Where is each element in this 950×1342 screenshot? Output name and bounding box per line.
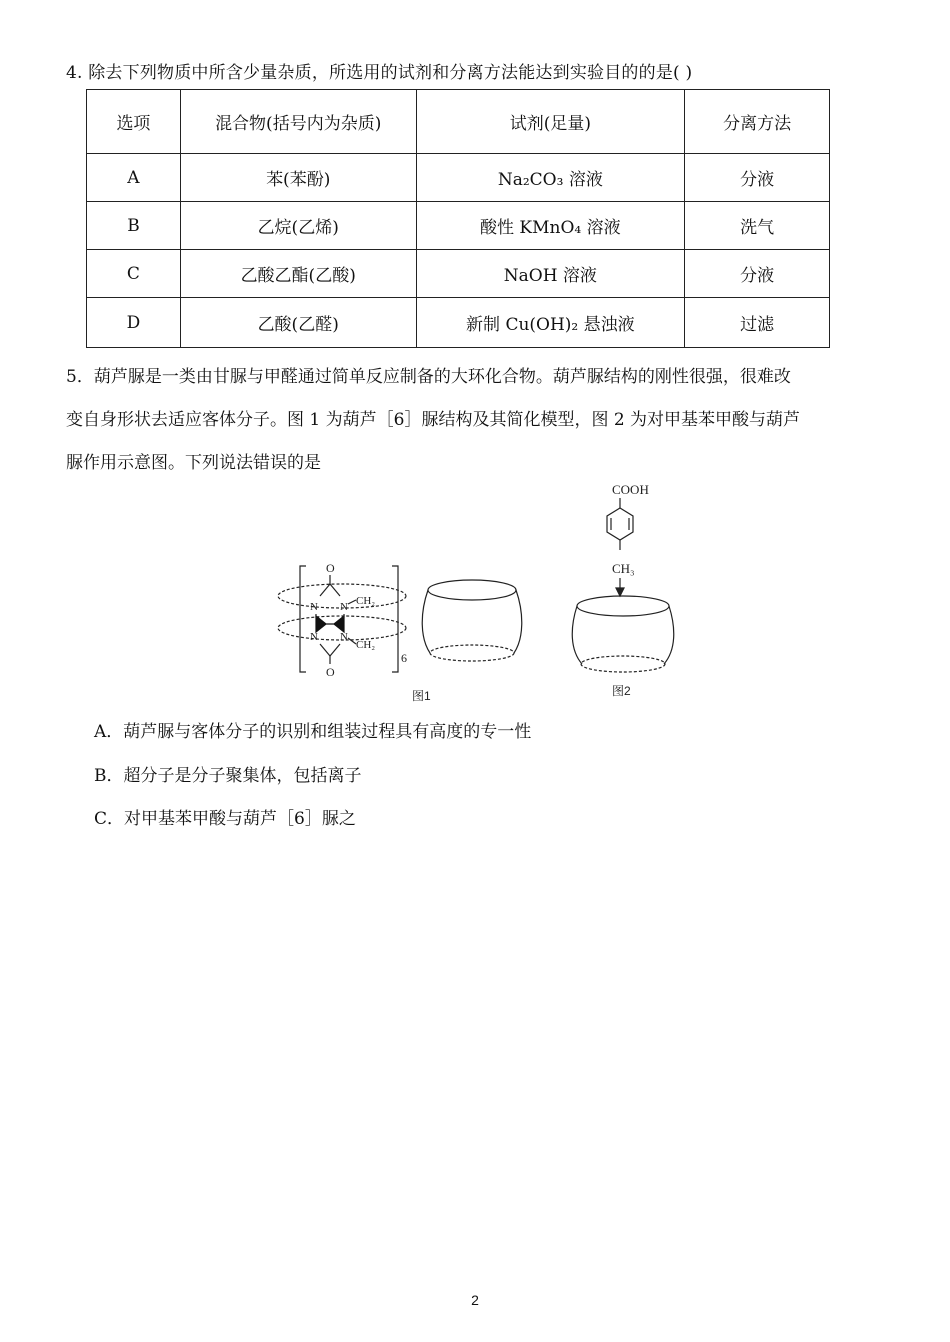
question-5-line: 5．葫芦脲是一类由甘脲与甲醛通过简单反应制备的大环化合物。葫芦脲结构的刚性很强，很难改 <box>66 367 791 387</box>
methylene-label: CH₂ <box>356 639 376 651</box>
question-4-stem: 4. 除去下列物质中所含少量杂质，所选用的试剂和分离方法能达到实验目的的是( ) <box>66 63 693 83</box>
table-cell: 乙烷(乙烯) <box>180 202 416 250</box>
nitrogen-label: N <box>340 631 348 643</box>
table-header-cell: 分离方法 <box>685 90 830 154</box>
table-cell: 乙酸(乙醛) <box>180 298 416 348</box>
methylene-label: CH₂ <box>356 595 376 607</box>
table-header-cell: 混合物(括号内为杂质) <box>180 90 416 154</box>
carboxyl-label: COOH <box>612 482 649 497</box>
table-header-cell: 选项 <box>87 90 181 154</box>
table-cell: 酸性 KMnO₄ 溶液 <box>416 202 685 250</box>
methyl-label: CH₃ <box>612 561 635 576</box>
table-header-cell: 试剂(足量) <box>416 90 685 154</box>
table-header-row <box>87 90 830 154</box>
table-cell: 苯(苯酚) <box>180 154 416 202</box>
page-number: 2 <box>471 1292 479 1308</box>
oxygen-label: O <box>326 665 335 679</box>
table-cell: 洗气 <box>685 202 830 250</box>
figure-2-label: 图2 <box>612 684 631 698</box>
question-5-line: 脲作用示意图。下列说法错误的是 <box>66 453 321 473</box>
figures <box>270 478 690 708</box>
reagent-table <box>86 89 830 348</box>
table-row <box>87 298 830 348</box>
table-cell: D <box>87 298 181 348</box>
question-5-line: 变自身形状去适应客体分子。图 1 为葫芦［6］脲结构及其简化模型，图 2 为对甲基苯甲酸与葫芦 <box>66 410 801 430</box>
table-cell: 乙酸乙酯(乙酸) <box>180 250 416 298</box>
figure-1-label: 图1 <box>412 689 431 703</box>
nitrogen-label: N <box>340 601 348 613</box>
option-c: C．对甲基苯甲酸与葫芦［6］脲之 <box>94 809 356 829</box>
table-cell: NaOH 溶液 <box>416 250 685 298</box>
option-a: A．葫芦脲与客体分子的识别和组装过程具有高度的专一性 <box>94 722 532 742</box>
barrel-model-2 <box>572 596 673 672</box>
table-cell: 分液 <box>685 250 830 298</box>
table-row <box>87 202 830 250</box>
barrel-model <box>422 580 522 661</box>
option-b: B．超分子是分子聚集体，包括离子 <box>94 766 362 786</box>
table-cell: Na₂CO₃ 溶液 <box>416 154 685 202</box>
table-cell: B <box>87 202 181 250</box>
toluic-acid-molecule <box>607 482 649 596</box>
table-row <box>87 154 830 202</box>
table-cell: C <box>87 250 181 298</box>
question-5-stem <box>66 356 886 485</box>
table-cell: 过滤 <box>685 298 830 348</box>
oxygen-label: O <box>326 561 335 575</box>
nitrogen-label: N <box>310 601 318 613</box>
table-cell: 分液 <box>685 154 830 202</box>
figure-svg <box>270 478 690 708</box>
table-cell: A <box>87 154 181 202</box>
table-row <box>87 250 830 298</box>
subscript-six: 6 <box>401 651 407 665</box>
table-cell: 新制 Cu(OH)₂ 悬浊液 <box>416 298 685 348</box>
cucurbituril-structure <box>278 561 407 679</box>
nitrogen-label: N <box>310 631 318 643</box>
